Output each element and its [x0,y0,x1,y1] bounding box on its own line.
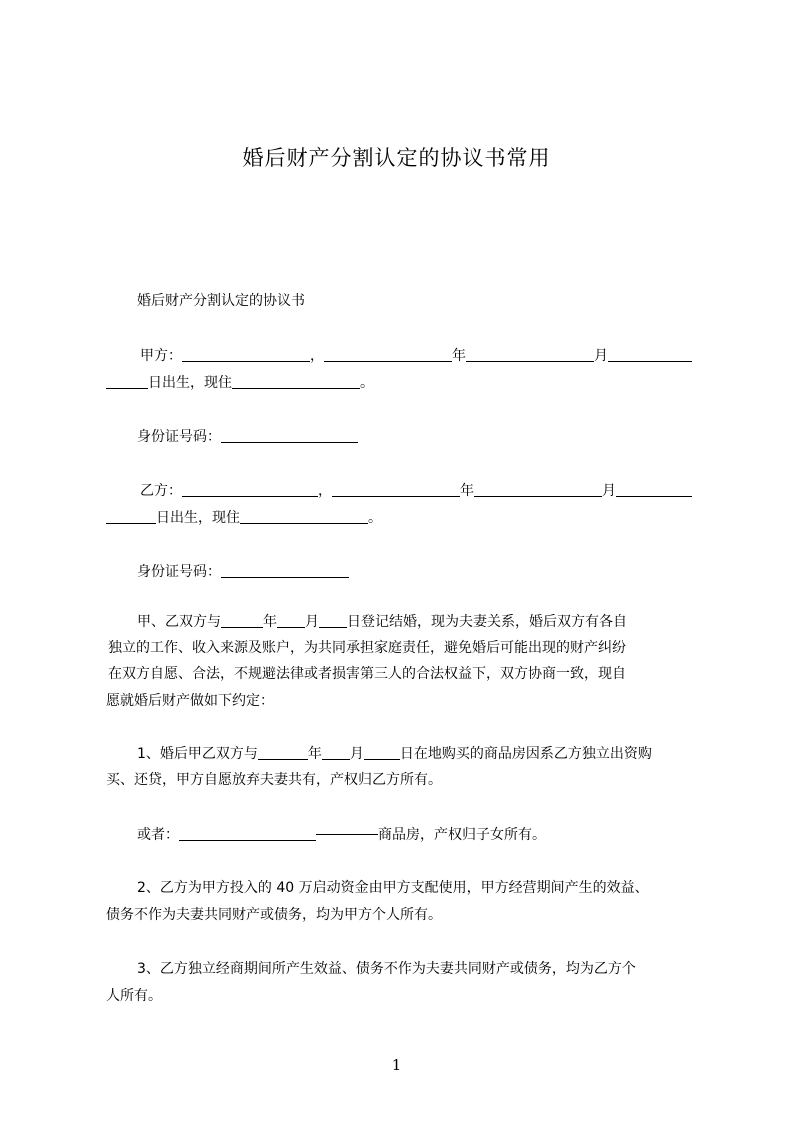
marriage-year-blank [221,613,263,628]
party-b-birth-day-blank [616,482,692,497]
subtitle: 婚后财产分割认定的协议书 [137,293,305,309]
party-a-end: 。 [360,375,374,391]
marriage-month-blank [277,613,305,628]
purchase-month-blank [322,745,350,760]
clause-1-line-2: 买、还贷，甲方自愿放弃夫妻共有，产权归乙方所有。 [106,772,442,788]
party-b-address-blank [240,509,368,524]
alt-label: 或者： [137,827,179,843]
clause-3-line-2: 人所有。 [106,988,162,1004]
party-b-id-label: 身份证号码： [137,564,221,580]
intro-part-1: 甲、乙双方与 [137,614,221,630]
intro-year: 年 [263,614,277,630]
clause-2-line-1: 2、乙方为甲方投入的 40 万启动资金由甲方支配使用，甲方经营期间产生的效益、 [137,880,649,896]
alt-blank [179,826,316,841]
party-a-month: 月 [594,348,608,364]
intro-month: 月 [305,614,319,630]
clause-1-part-1: 1、婚后甲乙双方与 [137,746,258,762]
party-a-birth-year-blank [324,347,452,362]
party-a-line-2 [106,372,374,393]
clause-1-line-1 [137,743,652,764]
party-a-birth-day-blank-cont [106,374,148,389]
document-title: 婚后财产分割认定的协议书常用 [242,146,551,170]
intro-line-1 [137,611,627,632]
party-b-born-label: 日出生，现住 [156,510,240,526]
page-number: 1 [391,1056,402,1074]
party-a-born-label: 日出生，现住 [148,375,232,391]
clause-1-year: 年 [307,746,322,762]
party-b-line-2 [106,507,382,528]
alt-line [137,824,546,845]
party-a-birth-month-blank [466,347,594,362]
purchase-year-blank [258,745,308,760]
party-b-label: 乙方： [140,483,182,499]
party-a-address-blank [232,374,360,389]
party-a-name-blank [182,347,310,362]
marriage-day-blank [319,613,347,628]
party-a-id-line [137,426,358,447]
intro-part-2: 日登记结婚，现为夫妻关系，婚后双方有各自 [347,614,627,630]
party-a-id-label: 身份证号码： [137,429,221,445]
party-b-line-1 [140,480,692,501]
party-b-birth-month-blank [474,482,602,497]
party-a-label: 甲方： [140,348,182,364]
party-b-name-blank [182,482,318,497]
clause-1-month: 月 [349,746,364,762]
party-b-birth-day-blank-cont [106,509,156,524]
party-b-id-blank [221,563,349,578]
party-b-year: 年 [460,483,474,499]
intro-line-4: 愿就婚后财产做如下约定： [106,693,274,709]
alt-dash [316,826,378,835]
party-b-month: 月 [602,483,616,499]
intro-line-2: 独立的工作、收入来源及账户，为共同承担家庭责任，避免婚后可能出现的财产纠纷 [108,640,626,656]
party-b-end: 。 [368,510,382,526]
party-b-id-line [137,561,349,582]
party-b-birth-year-blank [332,482,460,497]
purchase-day-blank [364,745,400,760]
party-a-comma: ， [310,348,324,364]
party-a-line-1 [140,345,692,366]
party-a-birth-day-blank [608,347,692,362]
intro-line-3: 在双方自愿、合法，不规避法律或者损害第三人的合法权益下，双方协商一致，现自 [108,666,626,682]
party-a-year: 年 [452,348,466,364]
party-b-comma: ， [318,483,332,499]
alt-tail: 商品房，产权归子女所有。 [378,827,546,843]
clause-2-line-2: 债务不作为夫妻共同财产或债务，均为甲方个人所有。 [106,907,442,923]
clause-1-part-2: 日在地购买的商品房因系乙方独立出资购 [399,746,652,762]
party-a-id-blank [221,428,358,443]
clause-3-line-1: 3、乙方独立经商期间所产生效益、债务不作为夫妻共同财产或债务，均为乙方个 [137,961,636,977]
